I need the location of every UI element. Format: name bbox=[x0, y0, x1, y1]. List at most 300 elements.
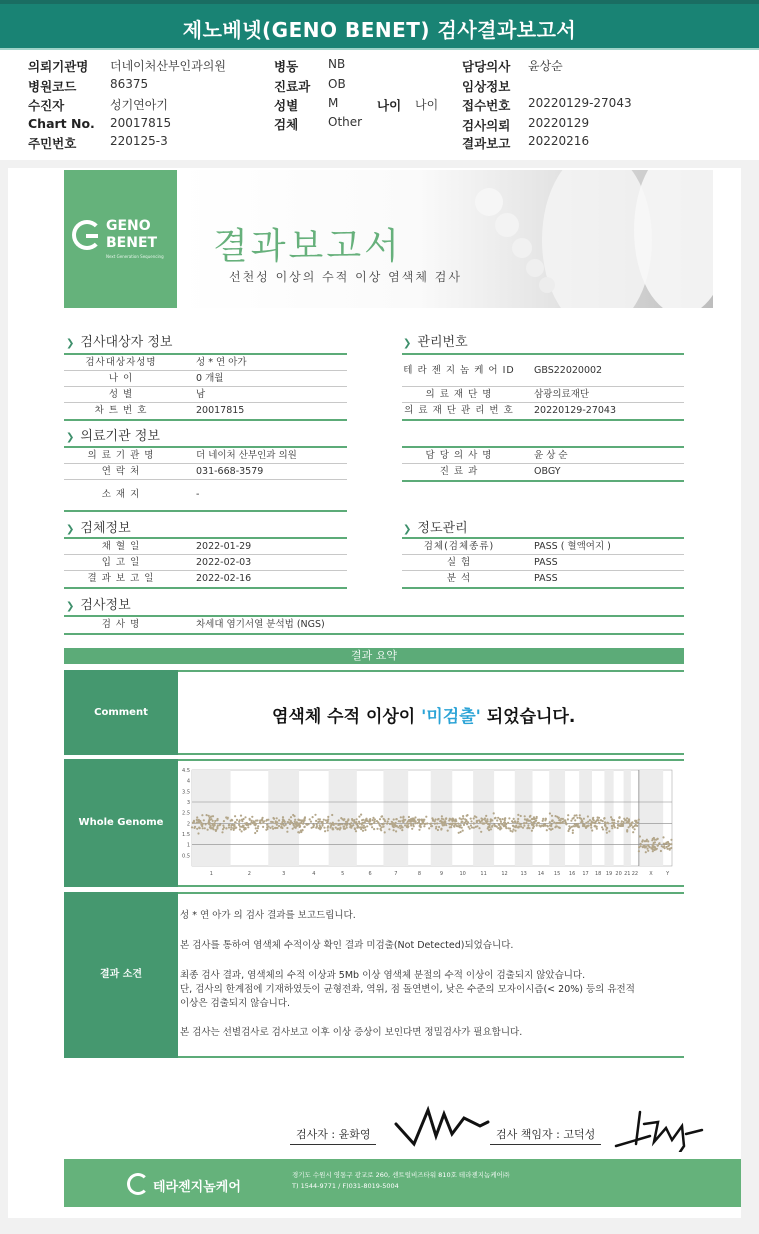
comment-label: Comment bbox=[64, 670, 178, 755]
chart-point bbox=[395, 822, 397, 824]
chart-point bbox=[327, 829, 329, 831]
logo-tagline: Next Generation Sequencing bbox=[106, 254, 164, 259]
chart-point bbox=[393, 824, 395, 826]
table-row: 의 료 기 관 명 더 네이처 산부인과 의원 bbox=[64, 448, 347, 464]
section-hospital-title: ❯ 의료기관 정보 bbox=[66, 429, 160, 444]
chart-point bbox=[523, 822, 525, 824]
chart-point bbox=[508, 817, 510, 819]
chart-point bbox=[402, 826, 404, 828]
chart-point bbox=[310, 821, 312, 823]
chevron-right-icon: ❯ bbox=[403, 524, 412, 535]
chart-point bbox=[232, 827, 234, 829]
chart-point bbox=[381, 815, 383, 817]
chart-point bbox=[425, 816, 427, 818]
chart-point bbox=[358, 821, 360, 823]
chart-point bbox=[525, 819, 527, 821]
chart-point bbox=[386, 823, 388, 825]
chart-point bbox=[356, 827, 358, 829]
section-manage-title: ❯ 관리번호 bbox=[403, 335, 468, 350]
chart-point bbox=[646, 848, 648, 850]
chart-point bbox=[380, 826, 382, 828]
chart-point bbox=[256, 830, 258, 832]
chart-point bbox=[402, 817, 404, 819]
chart-point bbox=[550, 829, 552, 831]
x-tick-label: 9 bbox=[439, 871, 444, 877]
chart-point bbox=[500, 820, 502, 822]
chart-point bbox=[618, 817, 620, 819]
chart-point bbox=[430, 823, 432, 825]
chart-point bbox=[542, 820, 544, 822]
chart-point bbox=[290, 816, 292, 818]
chart-point bbox=[377, 821, 379, 823]
chart-point bbox=[669, 849, 671, 851]
chart-point bbox=[457, 823, 459, 825]
chart-point bbox=[356, 823, 358, 825]
chart-point bbox=[317, 818, 319, 820]
chart-point bbox=[409, 821, 411, 823]
chart-point bbox=[486, 818, 488, 820]
sex-label: 성별 bbox=[274, 98, 299, 113]
chart-point bbox=[630, 824, 632, 826]
section-test-title: ❯ 검사정보 bbox=[66, 598, 131, 613]
chart-point bbox=[323, 827, 325, 829]
chart-point bbox=[581, 819, 583, 821]
chart-point bbox=[361, 824, 363, 826]
remark-line: 최종 검사 결과, 염색체의 수적 이상과 5Mb 이상 염색체 분절의 수적 이상이 검출되지 않았습니다. bbox=[180, 970, 586, 981]
chart-point bbox=[639, 835, 641, 837]
x-tick-label: 3 bbox=[282, 871, 286, 877]
chart-point bbox=[383, 823, 385, 825]
chart-point bbox=[254, 824, 256, 826]
chart-point bbox=[413, 819, 415, 821]
hospital-name-value: 더네이처산부인과의원 bbox=[110, 59, 226, 73]
chart-point bbox=[276, 824, 278, 826]
section-subject-title: ❯ 검사대상자 정보 bbox=[66, 335, 173, 350]
chart-point bbox=[520, 815, 522, 817]
chart-point bbox=[254, 832, 256, 834]
chart-point bbox=[490, 828, 492, 830]
table-row: 검 사 명 차세대 염기서열 분석법 (NGS) bbox=[64, 617, 684, 633]
chart-point bbox=[208, 815, 210, 817]
x-tick-label: 18 bbox=[595, 871, 602, 877]
x-tick-label: 5 bbox=[341, 871, 345, 877]
chart-point bbox=[461, 827, 463, 829]
chart-point bbox=[441, 822, 443, 824]
chart-point bbox=[271, 826, 273, 828]
chart-point bbox=[214, 824, 216, 826]
chart-point bbox=[383, 825, 385, 827]
chart-point bbox=[329, 822, 331, 824]
chart-point bbox=[617, 821, 619, 823]
chart-point bbox=[488, 829, 490, 831]
chart-point bbox=[438, 826, 440, 828]
x-tick-label: 21 bbox=[624, 871, 631, 877]
examiner-signature-label: 검사자 : 윤화영 bbox=[290, 1126, 376, 1145]
chart-point bbox=[362, 830, 364, 832]
report-date-label: 결과보고 bbox=[462, 136, 511, 151]
table-row: 검체(검체종류) PASS ( 혈액여지 ) bbox=[402, 539, 684, 555]
x-tick-label: 12 bbox=[501, 871, 508, 877]
chart-point bbox=[268, 826, 270, 828]
chart-point bbox=[466, 823, 468, 825]
chart-point bbox=[482, 823, 484, 825]
chart-point bbox=[511, 820, 513, 822]
department-label: 진료과 bbox=[274, 79, 311, 94]
chart-point bbox=[207, 829, 209, 831]
chevron-right-icon: ❯ bbox=[403, 338, 412, 349]
x-tick-label: 4 bbox=[312, 871, 316, 877]
chart-point bbox=[448, 819, 450, 821]
chart-point bbox=[575, 814, 577, 816]
remark-line: 단, 검사의 한계점에 기재하였듯이 균형전좌, 역위, 점 돌연변이, 낮은 수준의 모자이시즘(< 20%) 등의 유전적 bbox=[180, 984, 635, 995]
chart-point bbox=[473, 817, 475, 819]
chart-point bbox=[494, 825, 496, 827]
chart-point bbox=[614, 826, 616, 828]
chart-point bbox=[290, 821, 292, 823]
chart-point bbox=[518, 823, 520, 825]
chart-point bbox=[638, 819, 640, 821]
chart-point bbox=[278, 819, 280, 821]
chromosome-band bbox=[329, 770, 357, 866]
x-tick-label: 19 bbox=[605, 871, 613, 877]
chart-point bbox=[649, 846, 651, 848]
chart-point bbox=[212, 815, 214, 817]
chart-point bbox=[431, 825, 433, 827]
chart-point bbox=[278, 825, 280, 827]
chart-point bbox=[211, 823, 213, 825]
responsible-signature-image bbox=[610, 1106, 706, 1152]
chart-point bbox=[323, 819, 325, 821]
chart-point bbox=[561, 822, 563, 824]
chart-point bbox=[585, 826, 587, 828]
chart-point bbox=[300, 822, 302, 824]
chart-point bbox=[413, 825, 415, 827]
chevron-right-icon: ❯ bbox=[66, 524, 75, 535]
chart-point bbox=[529, 820, 531, 822]
chart-point bbox=[363, 825, 365, 827]
chart-point bbox=[196, 828, 198, 830]
chart-point bbox=[647, 850, 649, 852]
chart-point bbox=[496, 819, 498, 821]
chart-point bbox=[591, 829, 593, 831]
chart-point bbox=[353, 819, 355, 821]
chart-point bbox=[533, 816, 535, 818]
chart-point bbox=[437, 829, 439, 831]
chart-point bbox=[359, 823, 361, 825]
specimen-label: 검체 bbox=[274, 117, 299, 132]
chart-point bbox=[653, 837, 655, 839]
banner-subtitle: 선천성 이상의 수적 이상 염색체 검사 bbox=[229, 270, 462, 284]
logo-text-benet: BENET bbox=[106, 235, 158, 251]
y-tick-label: 3 bbox=[186, 800, 190, 806]
chart-point bbox=[373, 828, 375, 830]
chart-point bbox=[505, 827, 507, 829]
chart-point bbox=[534, 821, 536, 823]
specimen-table bbox=[64, 537, 347, 589]
hospital-table bbox=[64, 446, 347, 512]
chart-point bbox=[455, 820, 457, 822]
chevron-right-icon: ❯ bbox=[66, 338, 75, 349]
chart-point bbox=[582, 823, 584, 825]
chart-point bbox=[587, 815, 589, 817]
chart-point bbox=[462, 815, 464, 817]
chart-point bbox=[527, 824, 529, 826]
chart-point bbox=[602, 828, 604, 830]
chart-point bbox=[535, 817, 537, 819]
chart-point bbox=[567, 818, 569, 820]
chart-point bbox=[250, 821, 252, 823]
whole-genome-label: Whole Genome bbox=[64, 759, 178, 887]
chart-point bbox=[652, 844, 654, 846]
chart-point bbox=[499, 818, 501, 820]
chart-point bbox=[376, 828, 378, 830]
chart-point bbox=[303, 821, 305, 823]
chart-point bbox=[555, 822, 557, 824]
chart-point bbox=[524, 815, 526, 817]
y-tick-label: 2.5 bbox=[182, 810, 190, 817]
chart-point bbox=[230, 826, 232, 828]
whole-genome-chart bbox=[178, 762, 684, 884]
chart-point bbox=[513, 818, 515, 820]
chart-point bbox=[287, 821, 289, 823]
chart-point bbox=[395, 818, 397, 820]
chart-point bbox=[431, 817, 433, 819]
table-row: 실 험 PASS bbox=[402, 555, 684, 571]
chart-point bbox=[294, 819, 296, 821]
chart-point bbox=[564, 820, 566, 822]
hospital-code-label: 병원코드 bbox=[28, 79, 77, 94]
chart-point bbox=[298, 831, 300, 833]
chart-point bbox=[528, 827, 530, 829]
chart-point bbox=[230, 824, 232, 826]
x-tick-label: 16 bbox=[568, 871, 576, 877]
chart-point bbox=[532, 827, 534, 829]
chart-point bbox=[596, 826, 598, 828]
chart-point bbox=[286, 827, 288, 829]
table-row: 결 과 보 고 일 2022-02-16 bbox=[64, 571, 347, 587]
chart-point bbox=[259, 820, 261, 822]
chart-point bbox=[276, 817, 278, 819]
chart-point bbox=[626, 830, 628, 832]
chart-point bbox=[529, 816, 531, 818]
chart-point bbox=[668, 843, 670, 845]
geno-benet-logo-bar bbox=[86, 234, 98, 238]
chart-point bbox=[255, 827, 257, 829]
table-row: 의 료 재 단 명 삼광의료재단 bbox=[402, 387, 684, 403]
chart-point bbox=[568, 825, 570, 827]
chart-point bbox=[482, 818, 484, 820]
x-tick-label: X bbox=[649, 871, 653, 877]
chart-point bbox=[358, 816, 360, 818]
chart-point bbox=[667, 841, 669, 843]
chart-point bbox=[230, 828, 232, 830]
chart-point bbox=[203, 819, 205, 821]
chart-point bbox=[560, 818, 562, 820]
chart-point bbox=[497, 827, 499, 829]
chart-point bbox=[572, 829, 574, 831]
chart-point bbox=[525, 822, 527, 824]
chart-point bbox=[499, 826, 501, 828]
chart-point bbox=[418, 819, 420, 821]
chart-point bbox=[319, 828, 321, 830]
examiner-signature-image bbox=[392, 1104, 492, 1150]
chart-point bbox=[638, 850, 640, 852]
chart-point bbox=[283, 820, 285, 822]
chart-point bbox=[276, 827, 278, 829]
chart-point bbox=[246, 824, 248, 826]
chart-point bbox=[640, 843, 642, 845]
table-row: 담 당 의 사 명 윤 상 순 bbox=[402, 448, 684, 464]
chart-point bbox=[663, 843, 665, 845]
chart-point bbox=[327, 816, 329, 818]
receipt-no-value: 20220129-27043 bbox=[528, 96, 632, 110]
chart-point bbox=[533, 823, 535, 825]
chart-point bbox=[346, 827, 348, 829]
chart-point bbox=[512, 828, 514, 830]
chart-point bbox=[309, 818, 311, 820]
chart-point bbox=[360, 814, 362, 816]
chart-point bbox=[494, 817, 496, 819]
chart-point bbox=[307, 823, 309, 825]
x-tick-label: Y bbox=[666, 871, 670, 877]
doctor-label: 담당의사 bbox=[462, 59, 511, 74]
chart-point bbox=[269, 827, 271, 829]
chart-point bbox=[567, 814, 569, 816]
chart-point bbox=[620, 822, 622, 824]
department-value: OB bbox=[328, 77, 346, 91]
footer-address-line: 경기도 수원시 영통구 광교로 260, 센트럴비즈타워 810호 테라젠지놈케어㈜ bbox=[292, 1171, 510, 1179]
y-tick-label: 1.5 bbox=[182, 832, 190, 838]
chart-point bbox=[473, 827, 475, 829]
qc-table bbox=[402, 537, 684, 589]
responsible-signature-label: 검사 책임자 : 고덕성 bbox=[490, 1126, 601, 1145]
chart-point bbox=[441, 815, 443, 817]
chart-point bbox=[574, 819, 576, 821]
chart-point bbox=[644, 840, 646, 842]
chart-point bbox=[327, 821, 329, 823]
chart-point bbox=[410, 824, 412, 826]
chart-point bbox=[235, 827, 237, 829]
chart-point bbox=[384, 820, 386, 822]
chart-point bbox=[267, 819, 269, 821]
footer-company-name: 테라젠지놈케어 bbox=[153, 1180, 241, 1195]
chart-point bbox=[606, 827, 608, 829]
chart-point bbox=[576, 824, 578, 826]
table-row: 채 혈 일 2022-01-29 bbox=[64, 539, 347, 555]
chart-point bbox=[333, 824, 335, 826]
chart-point bbox=[590, 827, 592, 829]
title-bar bbox=[0, 0, 759, 50]
chromosome-band bbox=[383, 770, 408, 866]
y-tick-label: 4.5 bbox=[182, 768, 190, 774]
chart-point bbox=[468, 826, 470, 828]
chart-point bbox=[523, 825, 525, 827]
chart-point bbox=[298, 824, 300, 826]
chart-point bbox=[536, 824, 538, 826]
chart-point bbox=[470, 820, 472, 822]
chart-point bbox=[214, 820, 216, 822]
chart-point bbox=[257, 827, 259, 829]
chart-point bbox=[338, 824, 340, 826]
chart-point bbox=[423, 825, 425, 827]
chart-point bbox=[240, 815, 242, 817]
chart-point bbox=[388, 818, 390, 820]
test-table bbox=[64, 615, 684, 635]
chart-point bbox=[262, 826, 264, 828]
chart-point bbox=[384, 831, 386, 833]
chart-point bbox=[558, 822, 560, 824]
chart-point bbox=[570, 820, 572, 822]
chart-point bbox=[473, 822, 475, 824]
chart-point bbox=[206, 814, 208, 816]
chart-point bbox=[464, 818, 466, 820]
chart-point bbox=[332, 827, 334, 829]
chart-point bbox=[460, 824, 462, 826]
y-tick-label: 0.5 bbox=[182, 853, 190, 860]
table-row: 입 고 일 2022-02-03 bbox=[64, 555, 347, 571]
chart-point bbox=[462, 830, 464, 832]
chart-point bbox=[216, 819, 218, 821]
x-tick-label: 15 bbox=[553, 871, 561, 877]
chart-point bbox=[540, 825, 542, 827]
chart-point bbox=[654, 846, 656, 848]
chart-point bbox=[632, 826, 634, 828]
ward-label: 병동 bbox=[274, 59, 299, 74]
chart-point bbox=[295, 825, 297, 827]
chart-point bbox=[233, 825, 235, 827]
chart-point bbox=[428, 827, 430, 829]
patient-label: 수진자 bbox=[28, 98, 65, 113]
chart-point bbox=[520, 826, 522, 828]
chart-point bbox=[470, 824, 472, 826]
chart-point bbox=[514, 826, 516, 828]
x-tick-label: 8 bbox=[417, 871, 422, 877]
chart-point bbox=[338, 819, 340, 821]
chart-point bbox=[425, 823, 427, 825]
chart-point bbox=[202, 827, 204, 829]
chart-point bbox=[660, 850, 662, 852]
chart-point bbox=[610, 816, 612, 818]
chart-point bbox=[272, 828, 274, 830]
chart-point bbox=[440, 828, 442, 830]
chart-point bbox=[603, 817, 605, 819]
chart-point bbox=[551, 820, 553, 822]
chart-point bbox=[463, 822, 465, 824]
chart-point bbox=[356, 818, 358, 820]
chart-point bbox=[667, 845, 669, 847]
chart-point bbox=[215, 830, 217, 832]
chart-point bbox=[324, 830, 326, 832]
chart-point bbox=[339, 828, 341, 830]
chart-point bbox=[245, 827, 247, 829]
chart-point bbox=[197, 832, 199, 834]
chart-point bbox=[292, 828, 294, 830]
chart-point bbox=[480, 831, 482, 833]
chart-point bbox=[314, 814, 316, 816]
chart-point bbox=[471, 826, 473, 828]
x-tick-label: 1 bbox=[209, 871, 213, 877]
chart-point bbox=[499, 828, 501, 830]
chart-point bbox=[670, 843, 672, 845]
chart-point bbox=[416, 822, 418, 824]
chart-point bbox=[331, 814, 333, 816]
chart-point bbox=[361, 819, 363, 821]
chart-point bbox=[322, 823, 324, 825]
chart-point bbox=[311, 827, 313, 829]
chart-point bbox=[542, 818, 544, 820]
chart-point bbox=[372, 819, 374, 821]
chart-point bbox=[350, 825, 352, 827]
